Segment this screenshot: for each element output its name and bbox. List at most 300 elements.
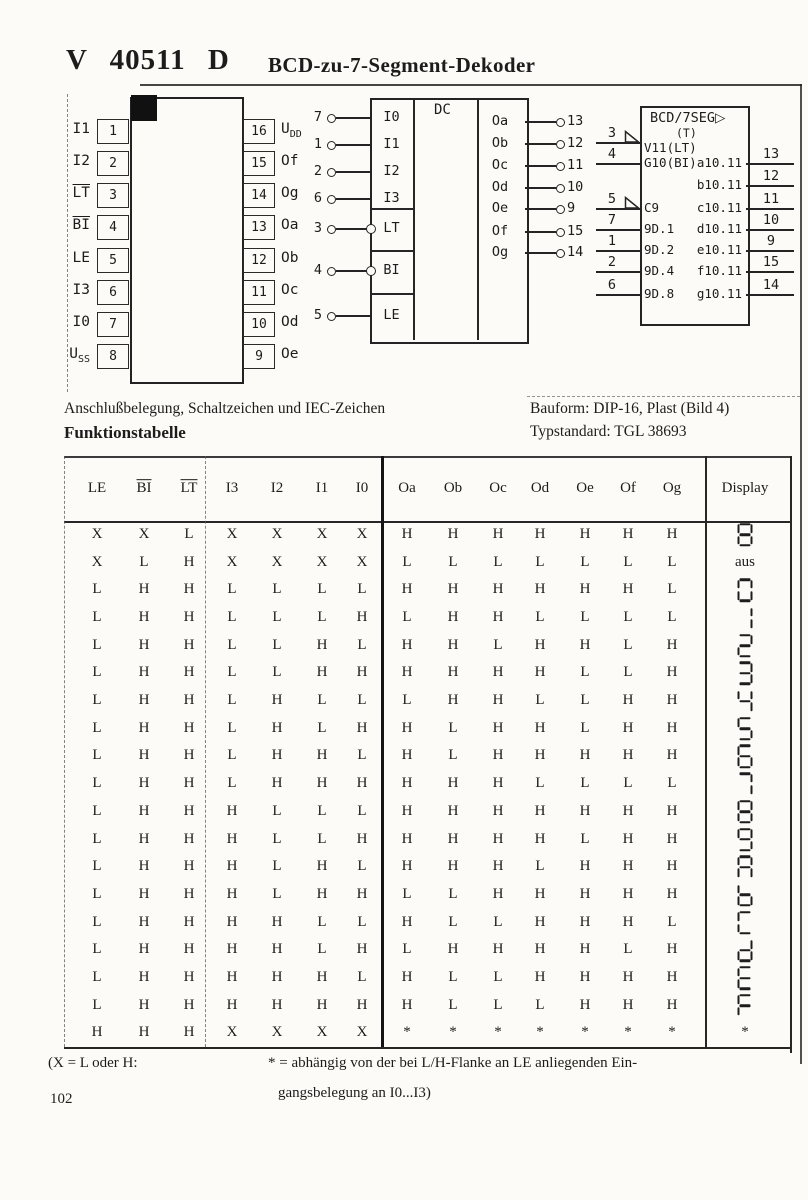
segment-g: [740, 755, 751, 757]
pin-box: 8: [97, 344, 129, 369]
segment-d: [740, 655, 751, 657]
table-cell: H: [183, 692, 195, 709]
segment-f: [738, 885, 740, 894]
pin-label: 9D.2: [644, 242, 675, 257]
table-row: [64, 964, 792, 992]
input-terminal: [327, 168, 336, 177]
output-wire: [746, 185, 794, 187]
column-header: I2: [270, 479, 284, 496]
input-wire: [336, 315, 370, 317]
table-cell: L: [580, 609, 590, 626]
pin-number: 5: [607, 191, 617, 207]
table-cell: X: [91, 553, 103, 570]
output-wire: [746, 208, 794, 210]
segment-c: [750, 591, 752, 600]
table-cell: L: [92, 692, 102, 709]
table-cell: L: [92, 719, 102, 736]
table-cell: H: [579, 996, 591, 1013]
pin-label: $\overline{BI}$: [72, 217, 90, 233]
pin-label: I2: [72, 153, 90, 169]
table-cell: L: [317, 803, 327, 820]
table-cell: H: [579, 803, 591, 820]
table-cell: H: [492, 886, 504, 903]
table-cell: L: [272, 886, 282, 903]
segment-g: [740, 977, 751, 979]
pin-number: 12: [762, 168, 780, 184]
table-cell: L: [227, 609, 237, 626]
table-cell: H: [271, 969, 283, 986]
table-cell: L: [580, 692, 590, 709]
pin1-marker: [131, 95, 157, 121]
table-cell: H: [138, 913, 150, 930]
input-wire: [336, 171, 370, 173]
table-row: [64, 909, 792, 937]
column-header: Og: [662, 479, 682, 496]
segment-f: [738, 691, 740, 700]
table-cell: L: [92, 858, 102, 875]
pin-number: 3: [607, 125, 617, 141]
table-cell: H: [622, 692, 634, 709]
table-cell: X: [356, 1024, 368, 1041]
table-cell: H: [183, 719, 195, 736]
pin-label: Of: [281, 153, 299, 169]
pin-number: 6: [313, 190, 322, 206]
table-cell: L: [92, 664, 102, 681]
pin-box: 3: [97, 183, 129, 208]
table-cell: H: [534, 803, 546, 820]
table-cell: H: [356, 775, 368, 792]
table-cell: H: [447, 581, 459, 598]
edge-triangle-icon: [624, 196, 640, 214]
table-cell: L: [227, 636, 237, 653]
segment-b: [750, 635, 752, 644]
segment-f: [738, 746, 740, 755]
table-cell: H: [271, 941, 283, 958]
table-cell: H: [622, 803, 634, 820]
pin-box: 11: [243, 280, 275, 305]
table-cell: H: [138, 719, 150, 736]
table-cell: H: [622, 581, 634, 598]
segment-g: [740, 866, 751, 868]
pin-label: $\overline{LT}$: [72, 185, 90, 201]
segment-c: [750, 675, 752, 684]
pin-number: 11: [762, 191, 780, 207]
pin-label: Oc: [281, 282, 299, 298]
table-cell: H: [666, 858, 678, 875]
table-cell: H: [138, 581, 150, 598]
footnote-line1: * = abhängig von der bei L/H-Flanke an LE anliegenden Ein-: [268, 1055, 638, 1071]
bauform-caption: Bauform: DIP-16, Plast (Bild 4): [530, 400, 730, 417]
pin-label: 9D.8: [644, 286, 675, 301]
pin-box: 4: [97, 215, 129, 240]
input-terminal: [327, 225, 336, 234]
segment-g: [740, 811, 751, 813]
table-cell: H: [447, 526, 459, 543]
table-cell: H: [138, 609, 150, 626]
pin-label: Ob: [491, 135, 509, 151]
table-cell: X: [356, 553, 368, 570]
pin-label: 9D.4: [644, 263, 675, 278]
table-cell: L: [448, 886, 458, 903]
table-cell: L: [623, 941, 633, 958]
pin-label: a10.11: [696, 155, 742, 170]
table-row: [64, 549, 792, 577]
table-cell: H: [666, 719, 678, 736]
table-cell: X: [226, 526, 238, 543]
table-cell: L: [623, 636, 633, 653]
table-cell: H: [183, 636, 195, 653]
pin-label: I0: [383, 109, 400, 125]
pin-number: 14: [567, 244, 584, 260]
table-row: [64, 798, 792, 826]
table-cell: H: [316, 996, 328, 1013]
table-cell: H: [401, 526, 413, 543]
table-cell: L: [448, 913, 458, 930]
table-cell: H: [401, 830, 413, 847]
table-cell: X: [226, 1024, 238, 1041]
pin-label: Ob: [281, 250, 299, 266]
segment-d: [740, 738, 751, 740]
table-cell: L: [92, 609, 102, 626]
table-cell: L: [402, 609, 412, 626]
table-cell: H: [138, 692, 150, 709]
table-cell: H: [226, 830, 238, 847]
table-cell: L: [448, 747, 458, 764]
table-cell: H: [183, 913, 195, 930]
table-cell: H: [666, 692, 678, 709]
pin-number: 13: [762, 146, 780, 162]
seven-segment-display: [738, 662, 753, 686]
table-cell: H: [356, 830, 368, 847]
column-header: I3: [225, 479, 239, 496]
page-right-border: [800, 84, 802, 1064]
table-cell: H: [183, 775, 195, 792]
seven-segment-display: [738, 828, 753, 852]
table-cell: aus: [735, 553, 755, 570]
table-cell: H: [138, 858, 150, 875]
table-cell: L: [448, 969, 458, 986]
table-cell: H: [401, 858, 413, 875]
table-cell: H: [138, 747, 150, 764]
table-cell: H: [579, 581, 591, 598]
segment-g: [740, 727, 751, 729]
pin-label: g10.11: [696, 286, 742, 301]
output-wire: [746, 271, 794, 273]
table-cell: H: [492, 719, 504, 736]
seven-segment-display: [738, 689, 753, 713]
column-header: I0: [355, 479, 369, 496]
seven-segment-display: [738, 578, 753, 602]
logic-symbol-subdivider: [370, 293, 413, 295]
table-row: [64, 604, 792, 632]
input-wire: [336, 198, 370, 200]
table-cell: H: [356, 941, 368, 958]
table-cell: H: [316, 747, 328, 764]
table-cell: H: [138, 886, 150, 903]
table-cell: H: [226, 803, 238, 820]
table-cell: X: [91, 526, 103, 543]
table-cell: L: [92, 941, 102, 958]
pin-label: Oa: [491, 113, 509, 129]
table-cell: L: [667, 609, 677, 626]
column-header: Oa: [398, 479, 416, 496]
table-cell: L: [357, 636, 367, 653]
table-cell: L: [667, 581, 677, 598]
table-cell: H: [183, 609, 195, 626]
table-cell: L: [184, 526, 194, 543]
output-wire: [746, 294, 794, 296]
table-cell: H: [138, 803, 150, 820]
table-cell: L: [317, 941, 327, 958]
diagram-caption: Anschlußbelegung, Schaltzeichen und IEC-Zeichen: [64, 400, 386, 417]
table-cell: L: [227, 747, 237, 764]
pin-box: 2: [97, 151, 129, 176]
footnote-left: (X = L oder H:: [48, 1055, 138, 1071]
chip-body: [130, 97, 244, 384]
column-header: $\overline{BI}$: [136, 479, 152, 496]
table-cell: H: [316, 858, 328, 875]
table-row: [64, 715, 792, 743]
input-terminal: [327, 267, 336, 276]
diagram-bottom-rule: [527, 396, 800, 397]
table-cell: L: [535, 553, 545, 570]
table-cell: L: [580, 553, 590, 570]
table-cell: *: [668, 1024, 676, 1041]
table-cell: H: [401, 969, 413, 986]
input-wire: [596, 163, 640, 165]
table-row: [64, 687, 792, 715]
segment-f: [738, 719, 740, 728]
table-cell: X: [271, 526, 283, 543]
table-cell: L: [92, 775, 102, 792]
table-cell: H: [579, 913, 591, 930]
pin-label: d10.11: [696, 221, 742, 236]
table-cell: L: [448, 719, 458, 736]
table-cell: H: [622, 830, 634, 847]
table-cell: H: [183, 858, 195, 875]
table-cell: H: [401, 581, 413, 598]
segment-b: [750, 829, 752, 838]
table-cell: H: [666, 969, 678, 986]
table-cell: H: [447, 692, 459, 709]
pin-box: 16: [243, 119, 275, 144]
table-row: [64, 881, 792, 909]
table-cell: L: [92, 996, 102, 1013]
output-terminal: [556, 118, 565, 127]
table-cell: H: [91, 1024, 103, 1041]
input-terminal: [327, 195, 336, 204]
pin-label: LE: [383, 307, 400, 323]
table-cell: X: [271, 1024, 283, 1041]
table-cell: X: [316, 1024, 328, 1041]
table-cell: L: [402, 941, 412, 958]
table-cell: L: [580, 775, 590, 792]
pin-label: Oe: [491, 200, 509, 216]
table-cell: H: [492, 664, 504, 681]
segment-g: [740, 894, 751, 896]
output-terminal: [556, 228, 565, 237]
table-cell: L: [317, 609, 327, 626]
segment-g: [740, 949, 751, 951]
pin-number: 15: [567, 223, 584, 239]
table-cell: H: [316, 664, 328, 681]
table-cell: L: [272, 664, 282, 681]
table-cell: H: [226, 941, 238, 958]
pin-label: LE: [72, 250, 90, 266]
table-cell: H: [622, 858, 634, 875]
pin-label: $U_{DD}$: [281, 121, 302, 140]
table-cell: H: [183, 1024, 195, 1041]
table-cell: L: [317, 830, 327, 847]
table-cell: H: [622, 526, 634, 543]
table-cell: H: [138, 996, 150, 1013]
table-cell: H: [271, 692, 283, 709]
table-cell: H: [579, 636, 591, 653]
logic-symbol-subdivider: [370, 250, 413, 252]
output-wire: [525, 121, 556, 123]
table-cell: H: [622, 996, 634, 1013]
pin-box: 15: [243, 151, 275, 176]
pin-box: 5: [97, 248, 129, 273]
table-cell: L: [623, 775, 633, 792]
table-cell: *: [581, 1024, 589, 1041]
pin-box: 7: [97, 312, 129, 337]
table-cell: H: [138, 830, 150, 847]
table-cell: *: [403, 1024, 411, 1041]
table-cell: H: [316, 969, 328, 986]
table-cell: L: [272, 581, 282, 598]
table-cell: L: [227, 692, 237, 709]
table-cell: H: [356, 609, 368, 626]
segment-g: [740, 1004, 751, 1006]
table-cell: H: [356, 664, 368, 681]
table-cell: H: [401, 803, 413, 820]
pin-number: 10: [762, 212, 780, 228]
table-cell: L: [535, 692, 545, 709]
table-cell: *: [536, 1024, 544, 1041]
table-cell: L: [535, 609, 545, 626]
table-row: [64, 632, 792, 660]
pin-number: 12: [567, 135, 584, 151]
segment-c: [750, 841, 752, 850]
table-cell: H: [447, 941, 459, 958]
input-wire: [596, 229, 640, 231]
segment-b: [750, 580, 752, 589]
segment-g: [740, 672, 751, 674]
segment-a: [740, 634, 751, 636]
pin-label: G10(BI): [644, 155, 697, 170]
table-cell: H: [579, 886, 591, 903]
table-cell: H: [579, 969, 591, 986]
segment-a: [740, 800, 751, 802]
table-cell: H: [534, 830, 546, 847]
pin-label: Og: [491, 244, 509, 260]
table-cell: H: [401, 664, 413, 681]
pin-number: 11: [567, 157, 584, 173]
pin-label: Od: [281, 314, 299, 330]
table-cell: X: [316, 553, 328, 570]
right-triangle-icon: ▷: [715, 110, 726, 126]
table-cell: L: [580, 719, 590, 736]
segment-d: [740, 987, 751, 989]
segment-e: [738, 868, 740, 877]
output-terminal: [556, 249, 565, 258]
table-cell: H: [666, 830, 678, 847]
column-header: Oe: [576, 479, 594, 496]
table-cell: H: [183, 581, 195, 598]
pin-number: 13: [567, 113, 584, 129]
seven-segment-display: [738, 855, 753, 879]
pin-label: Od: [491, 179, 509, 195]
segment-a: [740, 994, 751, 996]
table-cell: H: [447, 636, 459, 653]
input-wire: [336, 228, 370, 230]
table-cell: L: [227, 719, 237, 736]
table-cell: H: [138, 941, 150, 958]
input-wire: [336, 270, 370, 272]
table-cell: H: [316, 886, 328, 903]
output-wire: [525, 143, 556, 145]
segment-g: [740, 534, 751, 536]
table-cell: H: [492, 941, 504, 958]
pin-number: 3: [313, 220, 322, 236]
table-cell: L: [623, 609, 633, 626]
seven-segment-display: [738, 939, 753, 963]
table-cell: H: [401, 775, 413, 792]
function-table: [64, 456, 792, 1048]
pin-label: b10.11: [696, 177, 742, 192]
segment-b: [750, 774, 752, 783]
table-cell: H: [492, 775, 504, 792]
pin-number: 1: [313, 136, 322, 152]
segment-d: [740, 544, 751, 546]
column-header: Display: [721, 479, 769, 496]
segment-a: [740, 966, 751, 968]
table-cell: H: [226, 969, 238, 986]
table-cell: *: [494, 1024, 502, 1041]
table-cell: *: [624, 1024, 632, 1041]
table-cell: L: [448, 553, 458, 570]
table-cell: H: [492, 747, 504, 764]
output-terminal: [556, 205, 565, 214]
table-cell: H: [666, 526, 678, 543]
output-wire: [525, 252, 556, 254]
table-row: [64, 521, 792, 549]
table-cell: H: [183, 830, 195, 847]
table-cell: H: [492, 858, 504, 875]
pin-box: 9: [243, 344, 275, 369]
table-cell: L: [272, 636, 282, 653]
table-cell: L: [667, 553, 677, 570]
pin-label: BI: [383, 262, 400, 278]
table-cell: H: [534, 664, 546, 681]
segment-c: [750, 813, 752, 822]
table-cell: L: [92, 913, 102, 930]
footnote-line2: gangsbelegung an I0...I3): [278, 1085, 431, 1101]
table-cell: L: [317, 913, 327, 930]
table-cell: L: [357, 803, 367, 820]
table-cell: L: [317, 581, 327, 598]
table-cell: H: [226, 858, 238, 875]
table-cell: H: [534, 941, 546, 958]
segment-d: [740, 821, 751, 823]
segment-d: [740, 849, 751, 851]
table-cell: H: [492, 830, 504, 847]
part-number: V 40511 D: [66, 44, 230, 76]
output-terminal: [556, 184, 565, 193]
table-cell: L: [92, 830, 102, 847]
table-cell: L: [580, 830, 590, 847]
